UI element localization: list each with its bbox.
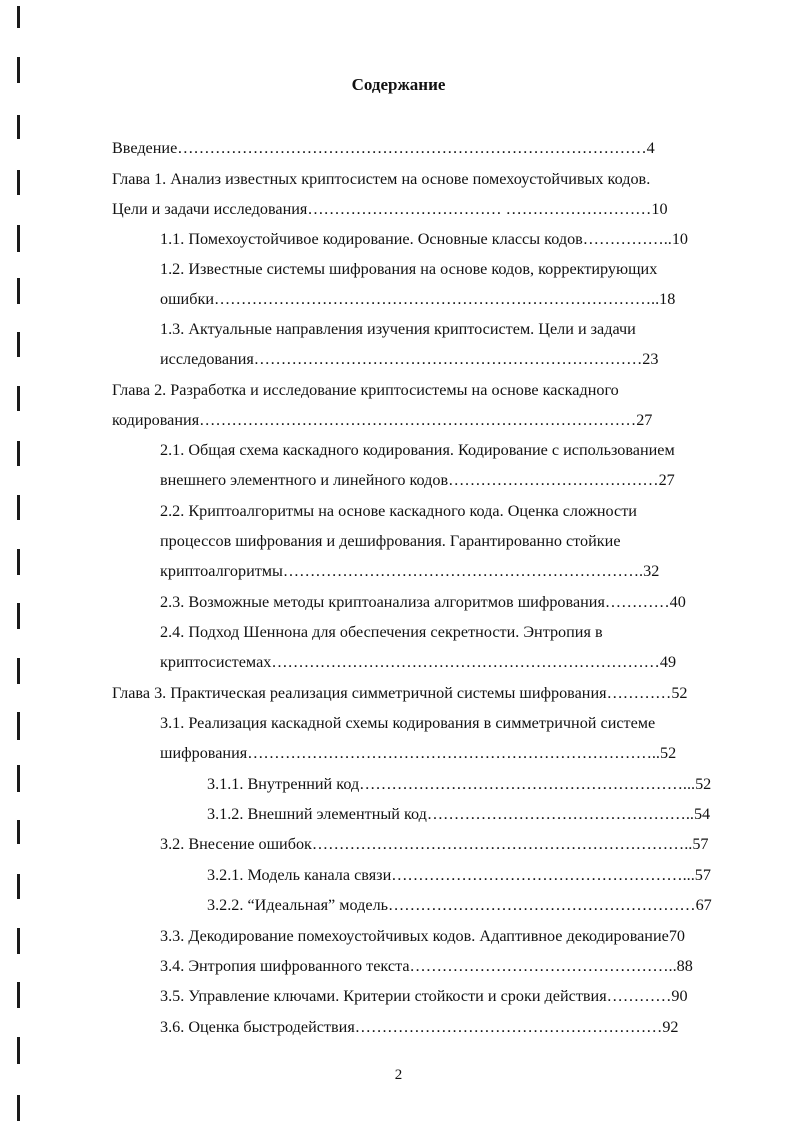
scan-margin-mark bbox=[17, 115, 20, 139]
toc-chapter-1-cont: Цели и задачи исследования……………………………… ………………………10 bbox=[112, 200, 668, 218]
scan-margin-mark bbox=[17, 332, 20, 357]
toc-section-2-3: 2.3. Возможные методы криптоанализа алгоритмов шифрования…………40 bbox=[160, 593, 686, 611]
toc-section-3-5: 3.5. Управление ключами. Критерии стойкости и сроки действия…………90 bbox=[160, 987, 688, 1005]
toc-section-1-3: 1.3. Актуальные направления изучения криптосистем. Цели и задачи bbox=[160, 320, 636, 338]
toc-section-3-2-2: 3.2.2. “Идеальная” модель…………………………………………………67 bbox=[207, 896, 712, 914]
toc-section-3-2-1: 3.2.1. Модель канала связи………………………………………………...57 bbox=[207, 866, 711, 884]
toc-chapter-3: Глава 3. Практическая реализация симметричной системы шифрования…………52 bbox=[112, 684, 688, 702]
scan-margin-mark bbox=[17, 658, 20, 684]
scan-margin-mark bbox=[17, 495, 20, 520]
toc-section-3-1-cont: шифрования…………………………………………………………………..52 bbox=[160, 744, 677, 762]
toc-section-2-1: 2.1. Общая схема каскадного кодирования. Кодирование с использованием bbox=[160, 441, 675, 459]
toc-section-2-4: 2.4. Подход Шеннона для обеспечения секретности. Энтропия в bbox=[160, 623, 603, 641]
toc-section-3-6: 3.6. Оценка быстродействия…………………………………………………92 bbox=[160, 1018, 679, 1036]
toc-chapter-1: Глава 1. Анализ известных криптосистем на основе помехоустойчивых кодов. bbox=[112, 170, 651, 188]
scan-margin-mark bbox=[17, 982, 20, 1008]
page-number: 2 bbox=[394, 1067, 403, 1083]
scan-margin-mark bbox=[17, 225, 20, 252]
toc-section-3-3: 3.3. Декодирование помехоустойчивых кодов. Адаптивное декодирование70 bbox=[160, 927, 686, 945]
page-title: Содержание bbox=[351, 75, 446, 94]
toc-intro: Введение……………………………………………………………………………4 bbox=[112, 139, 655, 157]
scan-margin-mark bbox=[17, 712, 20, 740]
toc-section-2-2-cont2: криптоалгоритмы………………………………………………………….32 bbox=[160, 562, 660, 580]
toc-section-1-3-cont: исследования………………………………………………………………23 bbox=[160, 350, 659, 368]
toc-section-1-2: 1.2. Известные системы шифрования на основе кодов, корректирующих bbox=[160, 260, 658, 278]
toc-section-3-1-1: 3.1.1. Внутренний код……………………………………………………...52 bbox=[207, 775, 712, 793]
scan-margin-mark bbox=[17, 928, 20, 954]
scan-margin-mark bbox=[17, 603, 20, 629]
toc-section-2-2-cont: процессов шифрования и дешифрования. Гарантированно стойкие bbox=[160, 532, 621, 550]
scan-margin-mark bbox=[17, 549, 20, 575]
scan-margin-mark bbox=[17, 170, 20, 195]
scan-margin-mark bbox=[17, 386, 20, 411]
toc-section-3-1-2: 3.1.2. Внешний элементный код…………………………………………..54 bbox=[207, 805, 711, 823]
toc-section-1-2-cont: ошибки………………………………………………………………………..18 bbox=[160, 290, 676, 308]
toc-section-2-1-cont: внешнего элементного и линейного кодов…………………………………27 bbox=[160, 471, 675, 489]
scan-margin-mark bbox=[17, 441, 20, 466]
scan-margin-mark bbox=[17, 765, 20, 792]
scan-margin-mark bbox=[17, 820, 20, 844]
scan-margin-mark bbox=[17, 874, 20, 899]
toc-section-1-1: 1.1. Помехоустойчивое кодирование. Основные классы кодов……………..10 bbox=[160, 230, 689, 248]
toc-section-3-2: 3.2. Внесение ошибок……………………………………………………………..57 bbox=[160, 835, 709, 853]
toc-chapter-2: Глава 2. Разработка и исследование криптосистемы на основе каскадного bbox=[112, 381, 619, 399]
toc-section-3-1: 3.1. Реализация каскадной схемы кодирования в симметричной системе bbox=[160, 714, 656, 732]
toc-section-3-4: 3.4. Энтропия шифрованного текста…………………………………………..88 bbox=[160, 957, 693, 975]
scan-margin-mark bbox=[17, 6, 20, 28]
scan-margin-mark bbox=[17, 278, 20, 304]
scan-margin-mark bbox=[17, 1037, 20, 1064]
scan-margin-mark bbox=[17, 1095, 20, 1121]
toc-section-2-4-cont: криптосистемах………………………………………………………………49 bbox=[160, 653, 677, 671]
toc-section-2-2: 2.2. Криптоалгоритмы на основе каскадного кода. Оценка сложности bbox=[160, 502, 637, 520]
toc-chapter-2-cont: кодирования………………………………………………………………………27 bbox=[112, 411, 653, 429]
